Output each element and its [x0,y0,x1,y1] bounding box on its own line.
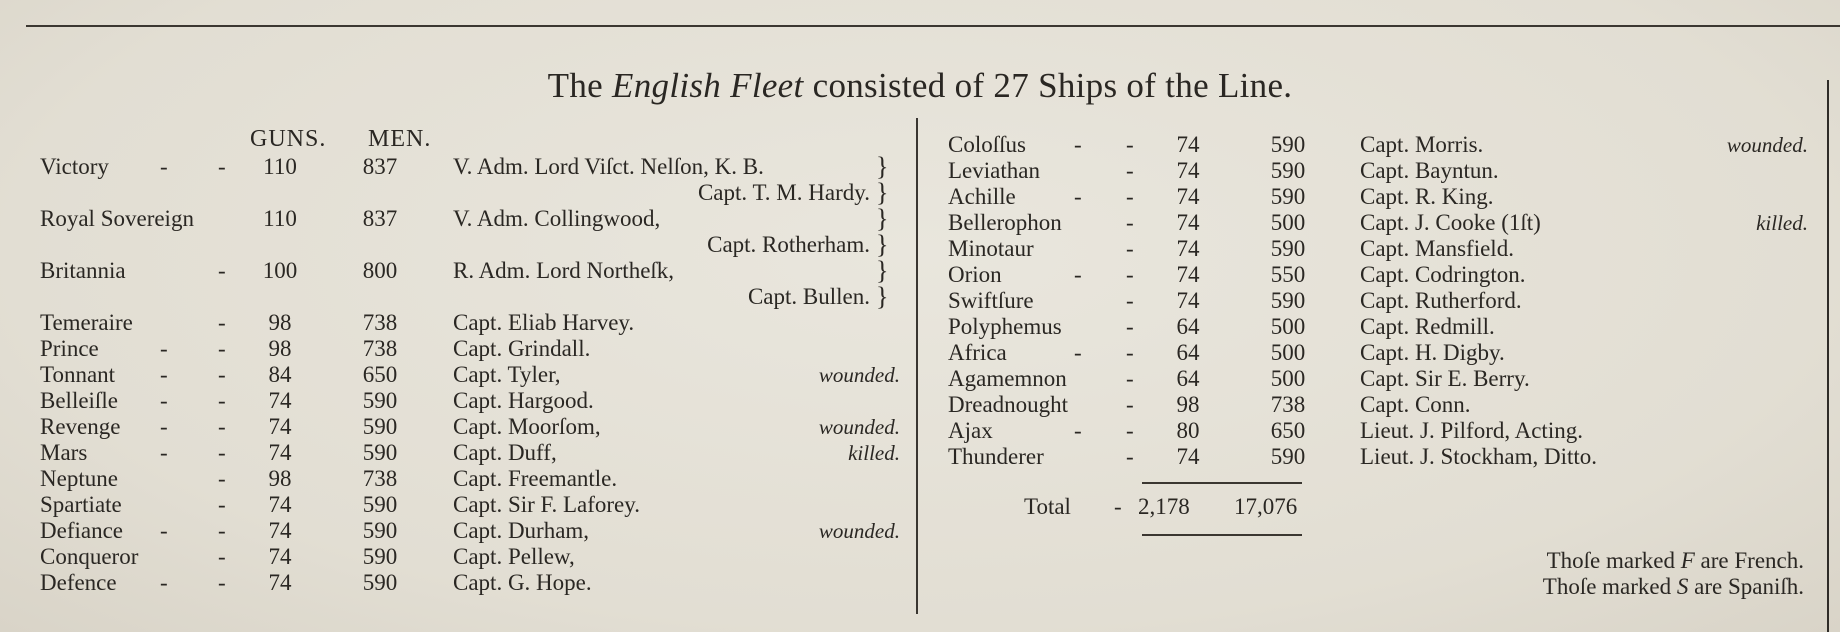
ship-name: Belleiſle [40,388,118,413]
total-rule-bottom [1142,534,1302,536]
separator-dash: - [218,466,226,491]
ship-name: Tonnant [40,362,116,387]
ship-name: Britannia [40,258,126,283]
ship-row [948,418,1808,444]
guns-value: 74 [268,518,292,543]
men-value: 590 [362,518,398,543]
ship-row [40,180,900,206]
header-guns: GUNS. [250,126,327,152]
footnote-spanish [1543,574,1804,600]
separator-dash: - [1126,288,1134,313]
ship-row [40,492,900,518]
separator-dash: - [1126,340,1134,365]
captain-name: Lieut. J. Stockham, Ditto. [1360,444,1598,469]
guns-value: 84 [268,362,292,387]
ship-name: Prince [40,336,99,361]
ship-row [40,570,900,596]
ship-name: Defiance [40,518,123,543]
separator-dash: - [1126,184,1134,209]
status-note: wounded. [818,363,900,387]
ship-name: Africa [948,340,1007,365]
ship-name: Agamemnon [948,366,1067,391]
footnote-spanish-pre: Thoſe marked [1542,574,1672,599]
guns-value: 74 [268,570,292,595]
ship-row [948,392,1808,418]
captain-name: Capt. T. M. Hardy. [697,180,870,205]
ship-row [40,310,900,336]
guns-value: 74 [1176,236,1200,261]
status-note: killed. [1756,211,1808,235]
footnote-spanish-mark: S [1676,574,1689,599]
men-value: 837 [362,154,398,179]
ship-name: Swiftſure [948,288,1034,313]
captain-name: R. Adm. Lord Northeſk, [453,258,675,283]
separator-dash: - [218,544,226,569]
separator-dash: - [1126,418,1134,443]
ship-name: Conqueror [40,544,139,569]
separator-dash: - [218,362,226,387]
status-note: killed. [848,441,900,465]
captain-name: Capt. Sir E. Berry. [1360,366,1530,391]
ship-name: Achille [948,184,1016,209]
ship-name: Thunderer [948,444,1044,469]
men-value: 500 [1270,210,1306,235]
ship-name: Leviathan [948,158,1040,183]
captain-name: Capt. Mansfield. [1360,236,1514,261]
separator-dash: - [218,570,226,595]
men-value: 590 [362,414,398,439]
ship-row [40,414,900,440]
page-title [0,66,1840,106]
separator-dash: - [1126,158,1134,183]
men-value: 590 [362,544,398,569]
separator-dash: - [160,440,168,465]
ship-row [948,340,1808,366]
men-value: 590 [1270,236,1306,261]
men-value: 738 [362,466,398,491]
captain-name: Capt. Morris. [1360,132,1484,157]
guns-value: 74 [1176,158,1200,183]
captain-name: Capt. J. Cooke (1ſt) [1360,210,1541,235]
guns-value: 64 [1176,340,1200,365]
ship-row [40,518,900,544]
separator-dash: - [160,154,168,179]
ship-name: Mars [40,440,88,465]
guns-value: 98 [1176,392,1200,417]
ship-row [948,132,1808,158]
guns-value: 74 [1176,444,1200,469]
guns-value: 74 [1176,288,1200,313]
ship-row [948,262,1808,288]
separator-dash: - [218,154,226,179]
brace-mark: } [876,230,889,259]
separator-dash: - [1074,184,1082,209]
ship-name: Revenge [40,414,121,439]
ship-row [40,440,900,466]
total-dash: - [1114,494,1122,519]
ship-row [948,288,1808,314]
separator-dash: - [218,388,226,413]
separator-dash: - [1126,262,1134,287]
separator-dash: - [1074,132,1082,157]
men-value: 650 [1270,418,1306,443]
guns-value: 74 [268,388,292,413]
captain-name: V. Adm. Collingwood, [453,206,661,231]
captain-name: Capt. H. Digby. [1360,340,1505,365]
men-value: 590 [1270,132,1306,157]
ship-row [40,388,900,414]
footnote-french-pre: Thoſe marked [1546,548,1675,573]
guns-value: 74 [268,440,292,465]
captain-name: Capt. Durham, [453,518,590,543]
separator-dash: - [1074,262,1082,287]
ship-name: Spartiate [40,492,122,517]
brace-mark: } [876,204,889,233]
ship-row [40,544,900,570]
ship-name: Ajax [948,418,993,443]
ship-row [40,232,900,258]
separator-dash: - [1126,444,1134,469]
separator-dash: - [1126,392,1134,417]
men-value: 500 [1270,314,1306,339]
captain-name: Capt. Redmill. [1360,314,1495,339]
men-value: 590 [362,492,398,517]
captain-name: Capt. Sir F. Laforey. [453,492,641,517]
men-value: 800 [362,258,398,283]
guns-value: 100 [262,258,298,283]
guns-value: 98 [268,466,292,491]
separator-dash: - [218,310,226,335]
separator-dash: - [218,518,226,543]
ship-row [40,206,900,232]
men-value: 738 [362,336,398,361]
men-value: 590 [362,570,398,595]
separator-dash: - [160,414,168,439]
ship-name: Temeraire [40,310,133,335]
ship-row [40,362,900,388]
guns-value: 80 [1176,418,1200,443]
guns-value: 110 [263,206,297,231]
title-pre: The [547,66,603,105]
ship-row [948,314,1808,340]
ship-name: Minotaur [948,236,1034,261]
top-rule [26,25,1840,27]
men-value: 550 [1270,262,1306,287]
guns-value: 74 [1176,184,1200,209]
ship-name: Coloſſus [948,132,1026,157]
captain-name: Capt. Freemantle. [453,466,618,491]
header-men: MEN. [368,126,432,152]
captain-name: Capt. Codrington. [1360,262,1526,287]
captain-name: Capt. Eliab Harvey. [453,310,635,335]
captain-name: Capt. Bayntun. [1360,158,1499,183]
captain-name: Capt. Rotherham. [707,232,870,257]
status-note: wounded. [818,519,900,543]
separator-dash: - [1126,132,1134,157]
captain-name: Capt. Tyler, [453,362,561,387]
men-value: 590 [1270,184,1306,209]
captain-name: Capt. Conn. [1360,392,1471,417]
separator-dash: - [218,258,226,283]
ship-name: Neptune [40,466,118,491]
ship-name: Royal Sovereign [40,206,194,231]
captain-name: Capt. Grindall. [453,336,591,361]
men-value: 500 [1270,366,1306,391]
captain-name: Capt. Hargood. [453,388,594,413]
captain-name: Lieut. J. Pilford, Acting. [1360,418,1583,443]
ship-row [40,336,900,362]
footnote-french-post: are French. [1700,548,1804,573]
guns-value: 64 [1176,314,1200,339]
ship-row [948,444,1808,470]
ship-row [40,284,900,310]
separator-dash: - [218,336,226,361]
ship-name: Dreadnought [948,392,1069,417]
ship-row [40,258,900,284]
separator-dash: - [160,336,168,361]
men-value: 837 [362,206,398,231]
guns-value: 74 [1176,210,1200,235]
footnote-french-mark: F [1680,548,1695,573]
total-rule-top [1142,482,1302,484]
men-value: 590 [1270,444,1306,469]
footnote-french [1547,548,1804,574]
ship-row [948,366,1808,392]
men-value: 590 [1270,288,1306,313]
guns-value: 74 [1176,262,1200,287]
brace-mark: } [876,152,889,181]
ship-row [948,210,1808,236]
separator-dash: - [1126,210,1134,235]
title-italic: English Fleet [612,66,804,105]
guns-value: 74 [268,414,292,439]
guns-value: 98 [268,336,292,361]
total-label: Total [1024,494,1071,519]
total-men: 17,076 [1234,494,1298,519]
brace-mark: } [876,282,889,311]
separator-dash: - [160,518,168,543]
guns-value: 64 [1176,366,1200,391]
brace-mark: } [876,256,889,285]
men-value: 500 [1270,340,1306,365]
separator-dash: - [1126,366,1134,391]
ship-name: Victory [40,154,109,179]
men-value: 650 [362,362,398,387]
men-value: 738 [1270,392,1306,417]
status-note: wounded. [1726,133,1808,157]
ship-name: Orion [948,262,1002,287]
brace-mark: } [876,178,889,207]
separator-dash: - [218,492,226,517]
men-value: 590 [362,388,398,413]
captain-name: Capt. G. Hope. [453,570,592,595]
ship-name: Bellerophon [948,210,1062,235]
guns-value: 98 [268,310,292,335]
status-note: wounded. [818,415,900,439]
separator-dash: - [160,362,168,387]
men-value: 738 [362,310,398,335]
captain-name: Capt. Moorſom, [453,414,601,439]
ship-row [948,158,1808,184]
men-value: 590 [362,440,398,465]
column-divider [916,118,918,614]
separator-dash: - [1074,340,1082,365]
ship-name: Polyphemus [948,314,1062,339]
men-value: 590 [1270,158,1306,183]
separator-dash: - [160,388,168,413]
captain-name: Capt. Rutherford. [1360,288,1522,313]
ship-row [40,466,900,492]
separator-dash: - [1074,418,1082,443]
separator-dash: - [1126,314,1134,339]
separator-dash: - [160,570,168,595]
guns-value: 74 [1176,132,1200,157]
footnote-spanish-post: are Spaniſh. [1694,574,1804,599]
title-post: consisted of 27 Ships of the Line. [812,66,1293,105]
captain-name: V. Adm. Lord Viſct. Nelſon, K. B. [453,154,764,179]
ship-row [948,184,1808,210]
guns-value: 74 [268,492,292,517]
captain-name: Capt. Duff, [453,440,557,465]
right-rule [1827,80,1829,632]
captain-name: Capt. R. King. [1360,184,1494,209]
guns-value: 74 [268,544,292,569]
guns-value: 110 [263,154,297,179]
ship-row [948,236,1808,262]
separator-dash: - [218,440,226,465]
separator-dash: - [218,414,226,439]
captain-name: Capt. Bullen. [747,284,870,309]
captain-name: Capt. Pellew, [453,544,575,569]
total-guns: 2,178 [1138,494,1190,519]
ship-row [40,154,900,180]
ship-name: Defence [40,570,117,595]
separator-dash: - [1126,236,1134,261]
